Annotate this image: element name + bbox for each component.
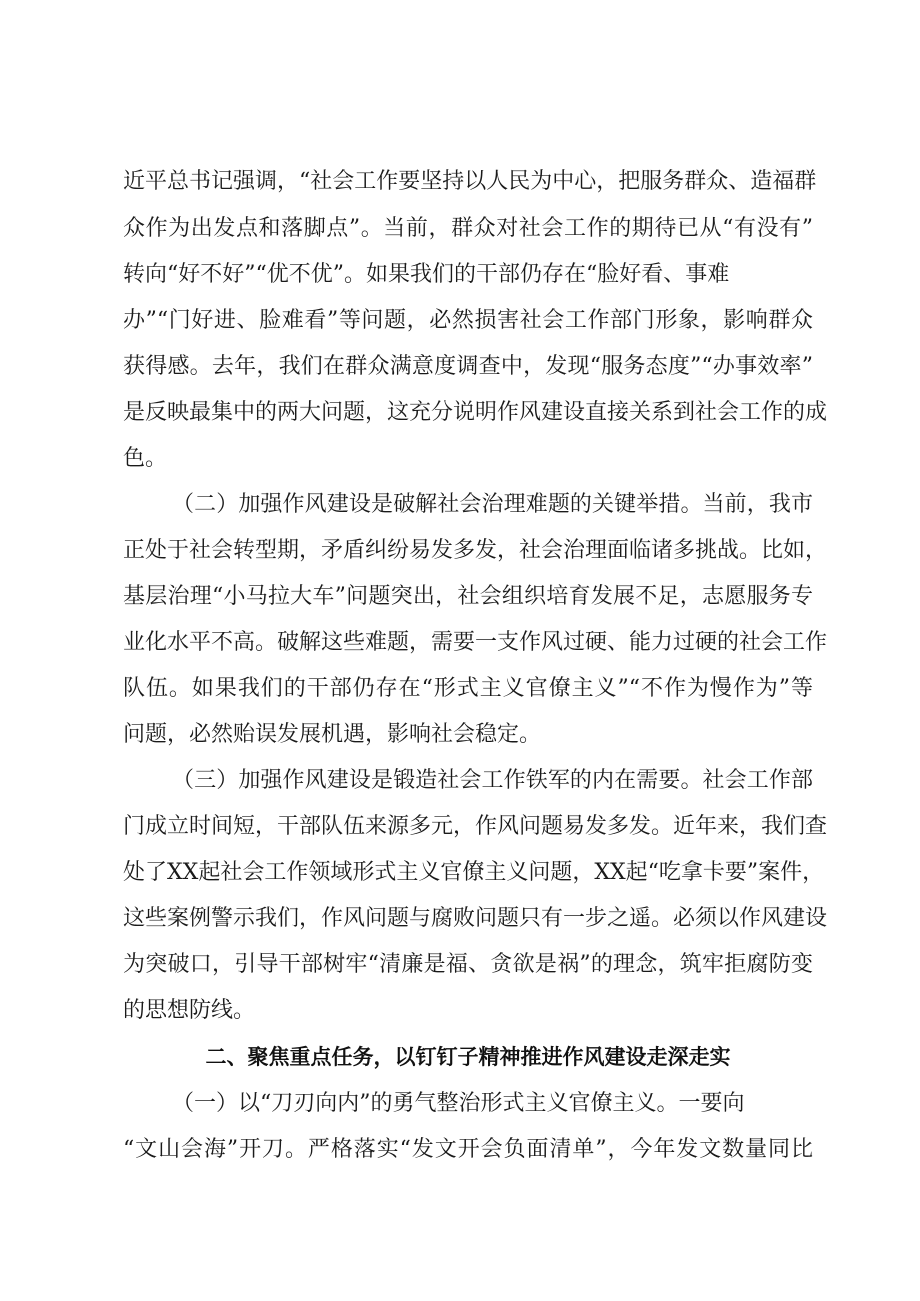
paragraph-line: （二）加强作风建设是破解社会治理难题的关键举措。当前，我市 — [172, 492, 813, 517]
paragraph-line: 队伍。如果我们的干部仍存在“形式主义官僚主义”“不作为慢作为”等 — [123, 676, 813, 701]
paragraph-line: 正处于社会转型期，矛盾纠纷易发多发，社会治理面临诸多挑战。比如， — [123, 538, 828, 563]
paragraph-line: 转向“好不好”“优不优”。如果我们的干部仍存在“脸好看、事难 — [123, 262, 730, 287]
paragraph-line: 众作为出发点和落脚点”。当前，群众对社会工作的期待已从“有没有” — [123, 216, 813, 241]
paragraph-line: 的思想防线。 — [123, 998, 256, 1023]
paragraph-line: 色。 — [123, 446, 168, 471]
paragraph-line: （三）加强作风建设是锻造社会工作铁军的内在需要。社会工作部 — [172, 768, 813, 793]
paragraph-line: 处了XX起社会工作领域形式主义官僚主义问题，XX起“吃拿卡要”案件， — [123, 860, 825, 885]
paragraph-line: 近平总书记强调，“社会工作要坚持以人民为中心，把服务群众、造福群 — [123, 169, 817, 194]
paragraph-line: 办”“门好进、脸难看”等问题，必然损害社会工作部门形象，影响群众 — [123, 308, 813, 333]
paragraph-line: 获得感。去年，我们在群众满意度调查中，发现“服务态度”“办事效率” — [123, 354, 813, 379]
section-heading: 二、聚焦重点任务，以钉钉子精神推进作风建设走深走实 — [205, 1045, 731, 1069]
paragraph-line: 门成立时间短，干部队伍来源多元，作风问题易发多发。近年来，我们查 — [123, 814, 828, 839]
paragraph-line: 业化水平不高。破解这些难题，需要一支作风过硬、能力过硬的社会工作 — [123, 630, 828, 655]
paragraph-line: 基层治理“小马拉大车”问题突出，社会组织培育发展不足，志愿服务专 — [123, 584, 813, 609]
paragraph-line: “文山会海”开刀。严格落实“发文开会负面清单”，今年发文数量同比 — [123, 1137, 813, 1162]
paragraph-line: 是反映最集中的两大问题，这充分说明作风建设直接关系到社会工作的成 — [123, 400, 828, 425]
paragraph-line: 这些案例警示我们，作风问题与腐败问题只有一步之遥。必须以作风建设 — [123, 906, 828, 931]
paragraph-line: 为突破口，引导干部树牢“清廉是福、贪欲是祸”的理念，筑牢拒腐防变 — [123, 952, 813, 977]
paragraph-line: 问题，必然贻误发展机遇，影响社会稳定。 — [123, 722, 542, 747]
paragraph-line: （一）以“刀刃向内”的勇气整治形式主义官僚主义。一要向 — [172, 1091, 745, 1116]
